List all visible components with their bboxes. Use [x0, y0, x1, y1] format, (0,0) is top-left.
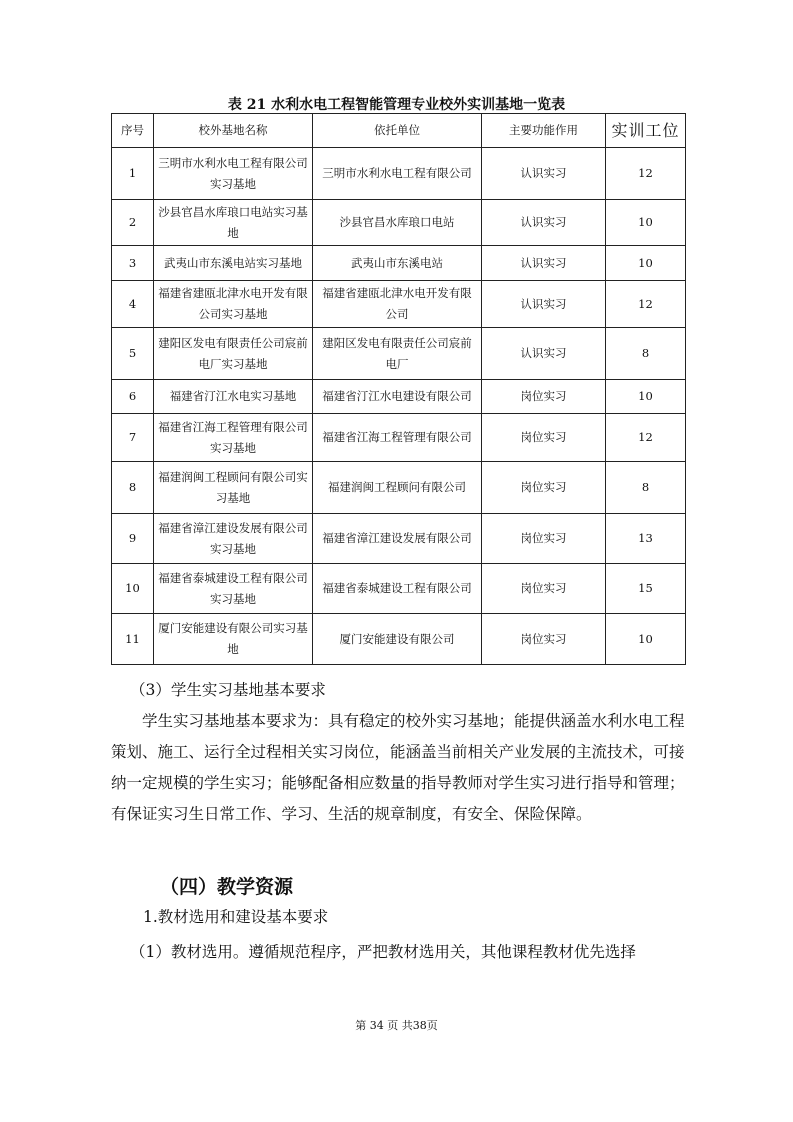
cell-seats: 10: [606, 614, 686, 665]
cell-function: 岗位实习: [482, 380, 606, 414]
cell-function: 认识实习: [482, 200, 606, 246]
cell-no: 7: [112, 414, 154, 462]
section-heading: （四）教学资源: [160, 876, 294, 898]
cell-unit: 福建省漳江建设发展有限公司: [313, 514, 482, 564]
cell-seats: 10: [606, 380, 686, 414]
cell-function: 认识实习: [482, 148, 606, 200]
header-function: 主要功能作用: [482, 114, 606, 148]
table-row: [112, 328, 686, 380]
cell-seats: 13: [606, 514, 686, 564]
paragraph-requirements: 学生实习基地基本要求为：具有稳定的校外实习基地；能提供涵盖水利水电工程策划、施工、运行全过程相关实习岗位，能涵盖当前相关产业发展的主流技术，可接纳一定规模的学生实习；能够配备相应数量的指导教师对学生实习进行指导和管理；有保证实习生日常工作、学习、生活的规章制度，有安全、保险保障。: [111, 712, 685, 823]
cell-seats: 8: [606, 328, 686, 380]
table-row: [112, 462, 686, 514]
cell-unit: 沙县官昌水库琅口电站: [313, 200, 482, 246]
cell-base-name: 三明市水利水电工程有限公司实习基地: [154, 148, 313, 200]
table-row: [112, 614, 686, 665]
cell-base-name: 福建省泰城建设工程有限公司实习基地: [154, 564, 313, 614]
table-caption: 表 21 水利水电工程智能管理专业校外实训基地一览表: [227, 97, 566, 113]
cell-unit: 福建省汀江水电建设有限公司: [313, 380, 482, 414]
cell-seats: 12: [606, 281, 686, 328]
cell-no: 9: [112, 514, 154, 564]
cell-no: 10: [112, 564, 154, 614]
subheading-1: 1.教材选用和建设基本要求: [143, 908, 329, 926]
cell-function: 岗位实习: [482, 614, 606, 665]
cell-no: 8: [112, 462, 154, 514]
cell-base-name: 福建省漳江建设发展有限公司实习基地: [154, 514, 313, 564]
cell-unit: 三明市水利水电工程有限公司: [313, 148, 482, 200]
header-seats: 实训工位: [606, 114, 686, 148]
cell-function: 岗位实习: [482, 564, 606, 614]
cell-function: 认识实习: [482, 328, 606, 380]
cell-function: 岗位实习: [482, 514, 606, 564]
cell-base-name: 厦门安能建设有限公司实习基地: [154, 614, 313, 665]
cell-function: 认识实习: [482, 281, 606, 328]
cell-unit: 建阳区发电有限责任公司宸前电厂: [313, 328, 482, 380]
cell-unit: 厦门安能建设有限公司: [313, 614, 482, 665]
cell-seats: 12: [606, 148, 686, 200]
table-row: [112, 281, 686, 328]
cell-no: 5: [112, 328, 154, 380]
table-row: [112, 380, 686, 414]
header-unit: 依托单位: [313, 114, 482, 148]
table-row: [112, 564, 686, 614]
table-row: [112, 514, 686, 564]
table-header-row: [112, 114, 686, 148]
cell-no: 4: [112, 281, 154, 328]
cell-no: 2: [112, 200, 154, 246]
header-no: 序号: [112, 114, 154, 148]
paragraph-textbook: （1）教材选用。遵循规范程序，严把教材选用关，其他课程教材优先选择: [130, 943, 636, 961]
cell-function: 岗位实习: [482, 462, 606, 514]
cell-base-name: 福建润闽工程顾问有限公司实习基地: [154, 462, 313, 514]
cell-base-name: 建阳区发电有限责任公司宸前电厂实习基地: [154, 328, 313, 380]
cell-base-name: 武夷山市东溪电站实习基地: [154, 246, 313, 281]
cell-seats: 10: [606, 246, 686, 281]
subheading-3: （3）学生实习基地基本要求: [130, 681, 326, 699]
header-name: 校外基地名称: [154, 114, 313, 148]
cell-base-name: 沙县官昌水库琅口电站实习基地: [154, 200, 313, 246]
table-row: [112, 246, 686, 281]
cell-function: 岗位实习: [482, 414, 606, 462]
cell-no: 1: [112, 148, 154, 200]
cell-no: 6: [112, 380, 154, 414]
cell-seats: 15: [606, 564, 686, 614]
training-base-table: [111, 113, 686, 665]
cell-unit: 福建省泰城建设工程有限公司: [313, 564, 482, 614]
cell-base-name: 福建省江海工程管理有限公司实习基地: [154, 414, 313, 462]
table-row: [112, 148, 686, 200]
cell-unit: 福建省江海工程管理有限公司: [313, 414, 482, 462]
cell-seats: 8: [606, 462, 686, 514]
cell-base-name: 福建省汀江水电实习基地: [154, 380, 313, 414]
cell-seats: 12: [606, 414, 686, 462]
cell-seats: 10: [606, 200, 686, 246]
table-row: [112, 200, 686, 246]
cell-unit: 福建润闽工程顾问有限公司: [313, 462, 482, 514]
cell-no: 3: [112, 246, 154, 281]
cell-no: 11: [112, 614, 154, 665]
page-footer: 第 34 页 共38页: [355, 1019, 438, 1032]
cell-unit: 武夷山市东溪电站: [313, 246, 482, 281]
cell-unit: 福建省建瓯北津水电开发有限公司: [313, 281, 482, 328]
cell-base-name: 福建省建瓯北津水电开发有限公司实习基地: [154, 281, 313, 328]
cell-function: 认识实习: [482, 246, 606, 281]
table-row: [112, 414, 686, 462]
